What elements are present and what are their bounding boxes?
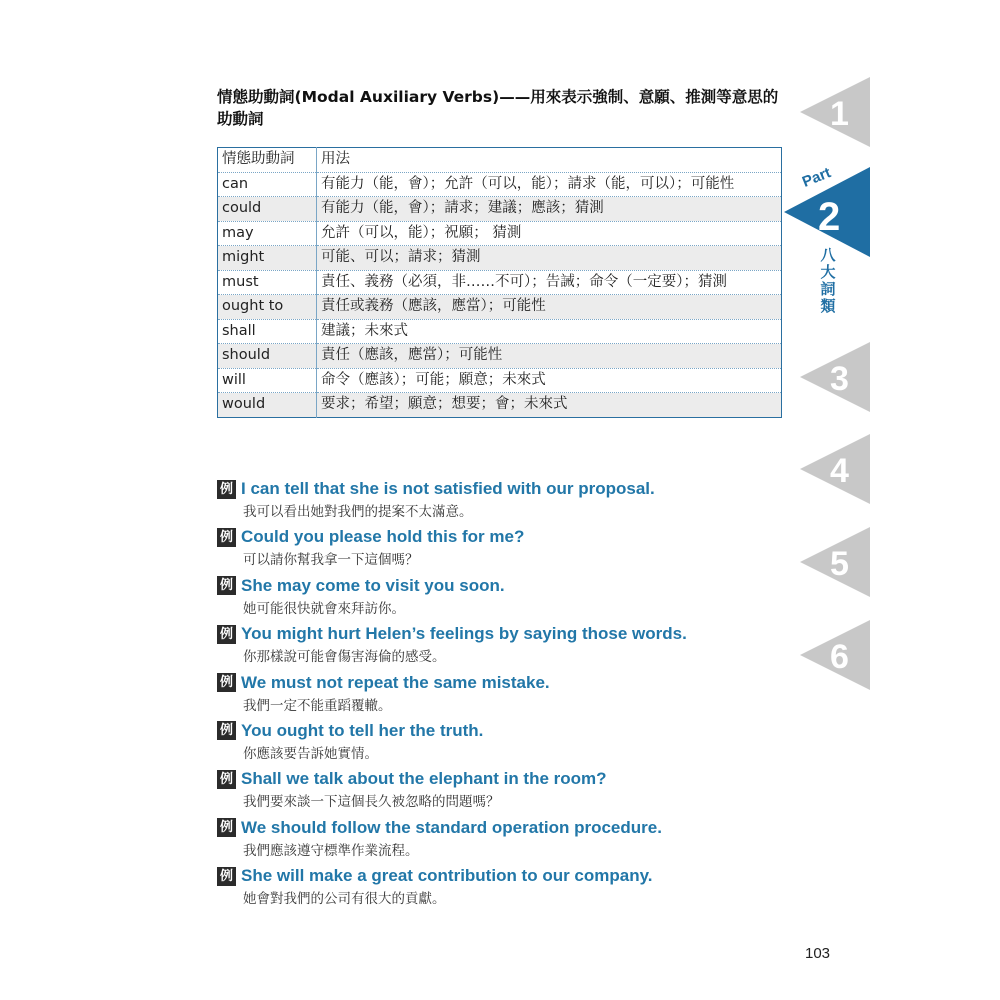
table-row [218,393,782,418]
example-sentence-row [217,864,777,888]
usage-cell: 建議；未來式 [317,319,782,344]
example-mark-icon: 例 [217,576,236,595]
example-sentence-row [217,525,777,549]
example-chinese-translation: 我們一定不能重蹈覆轍。 [243,697,392,714]
part-tab-3[interactable] [782,340,872,435]
example-item [217,525,777,573]
example-mark-icon: 例 [217,625,236,644]
example-mark-icon: 例 [217,770,236,789]
example-english: We should follow the standard operation procedure. [241,817,662,837]
part-tab-5[interactable] [782,525,872,620]
table-body [218,148,782,418]
usage-cell: 責任或義務（應該，應當）；可能性 [317,295,782,320]
example-english: She may come to visit you soon. [241,575,505,595]
example-list [217,477,777,913]
usage-cell: 責任（應該，應當）；可能性 [317,344,782,369]
part-tab-number: 1 [830,95,849,133]
usage-cell: 可能、可以；請求；猜測 [317,246,782,271]
part-tab-number: 4 [830,452,849,490]
modal-verb-cell: shall [218,319,317,344]
example-english: I can tell that she is not satisfied with our proposal. [241,479,655,498]
section-heading: 情態助動詞(Modal Auxiliary Verbs)——用來表示強制、意願、推測等意思的助動詞 [217,88,779,128]
modal-verb-cell: should [218,344,317,369]
modal-verbs-table [217,147,782,418]
example-chinese-translation: 你那樣說可能會傷害海倫的感受。 [243,649,446,666]
modal-verb-cell: will [218,368,317,393]
example-english: You might hurt Helen’s feelings by saying those words. [241,624,687,644]
example-mark-icon: 例 [217,480,236,499]
example-chinese-translation: 我可以看出她對我們的提案不太滿意。 [243,504,473,520]
example-item [217,671,777,719]
table-row [218,270,782,295]
table-row [218,197,782,222]
example-item [217,767,777,815]
example-sentence-row [217,671,777,695]
example-item [217,622,777,670]
example-item [217,864,777,912]
example-english: She will make a great contribution to our company. [241,866,653,886]
usage-cell: 允許（可以，能）；祝願； 猜測 [317,221,782,246]
part-tab-label: Part [818,75,842,95]
modal-verb-cell: may [218,221,317,246]
table-row [218,221,782,246]
modal-verb-cell: could [218,197,317,222]
usage-cell: 要求；希望；願意；想要；會；未來式 [317,393,782,418]
part-tab-6[interactable] [782,618,872,713]
example-english: We must not repeat the same mistake. [241,672,550,692]
part-tab-4[interactable] [782,432,872,527]
example-english: Could you please hold this for me? [241,527,525,547]
example-sentence-row [217,477,777,501]
part-tab-label: Part [818,618,842,638]
part-tab-label: Part [799,164,834,191]
example-english: You ought to tell her the truth. [241,720,484,740]
table-header-row [218,148,782,173]
modal-verb-cell: would [218,393,317,418]
example-chinese-translation: 她可能很快就會來拜訪你。 [243,600,405,617]
part-tab-number: 5 [830,545,849,583]
part-tab-number: 3 [830,360,849,398]
table-row [218,295,782,320]
example-item [217,816,777,864]
example-sentence-row [217,816,777,840]
part-navigation-tabs [782,0,872,1000]
part-tab-label: Part [818,525,842,545]
table-row [218,319,782,344]
table-row [218,368,782,393]
example-item [217,477,777,525]
table-row [218,172,782,197]
usage-cell: 有能力（能，會）；允許（可以，能）；請求（能，可以）；可能性 [317,172,782,197]
modal-verb-cell: must [218,270,317,295]
example-chinese-translation: 我們應該遵守標準作業流程。 [243,842,419,859]
usage-cell: 命令（應該）；可能；願意；未來式 [317,368,782,393]
usage-cell: 責任、義務（必須，非……不可）；告誡；命令（一定要）；猜測 [317,270,782,295]
example-mark-icon: 例 [217,528,236,547]
active-part-caption: 八大詞類 [820,246,836,315]
example-english: Shall we talk about the elephant in the room? [241,769,607,789]
page-number: 103 [805,945,831,962]
part-tab-label: Part [818,340,842,360]
table-row [218,344,782,369]
example-sentence-row [217,574,777,598]
example-chinese-translation: 你應該要告訴她實情。 [243,745,378,762]
header-modal-verb: 情態助動詞 [218,148,317,173]
example-item [217,574,777,622]
example-chinese-translation: 我們要來談一下這個長久被忽略的問題嗎？ [243,794,500,811]
example-mark-icon: 例 [217,721,236,740]
example-sentence-row [217,622,777,646]
example-chinese-translation: 她會對我們的公司有很大的貢獻。 [243,891,446,908]
example-mark-icon: 例 [217,867,236,886]
modal-verb-cell: can [218,172,317,197]
part-tab-number: 2 [818,195,841,239]
header-usage: 用法 [317,148,782,173]
example-sentence-row [217,719,777,743]
part-tab-label: Part [818,432,842,452]
table-row [218,246,782,271]
usage-cell: 有能力（能，會）；請求；建議；應該；猜測 [317,197,782,222]
example-mark-icon: 例 [217,818,236,837]
example-sentence-row [217,767,777,791]
part-tab-number: 6 [830,638,849,676]
part-tab-1[interactable] [782,75,872,170]
example-chinese-translation: 可以請你幫我拿一下這個嗎？ [243,552,419,569]
example-mark-icon: 例 [217,673,236,692]
modal-verb-cell: might [218,246,317,271]
modal-verb-cell: ought to [218,295,317,320]
example-item [217,719,777,767]
